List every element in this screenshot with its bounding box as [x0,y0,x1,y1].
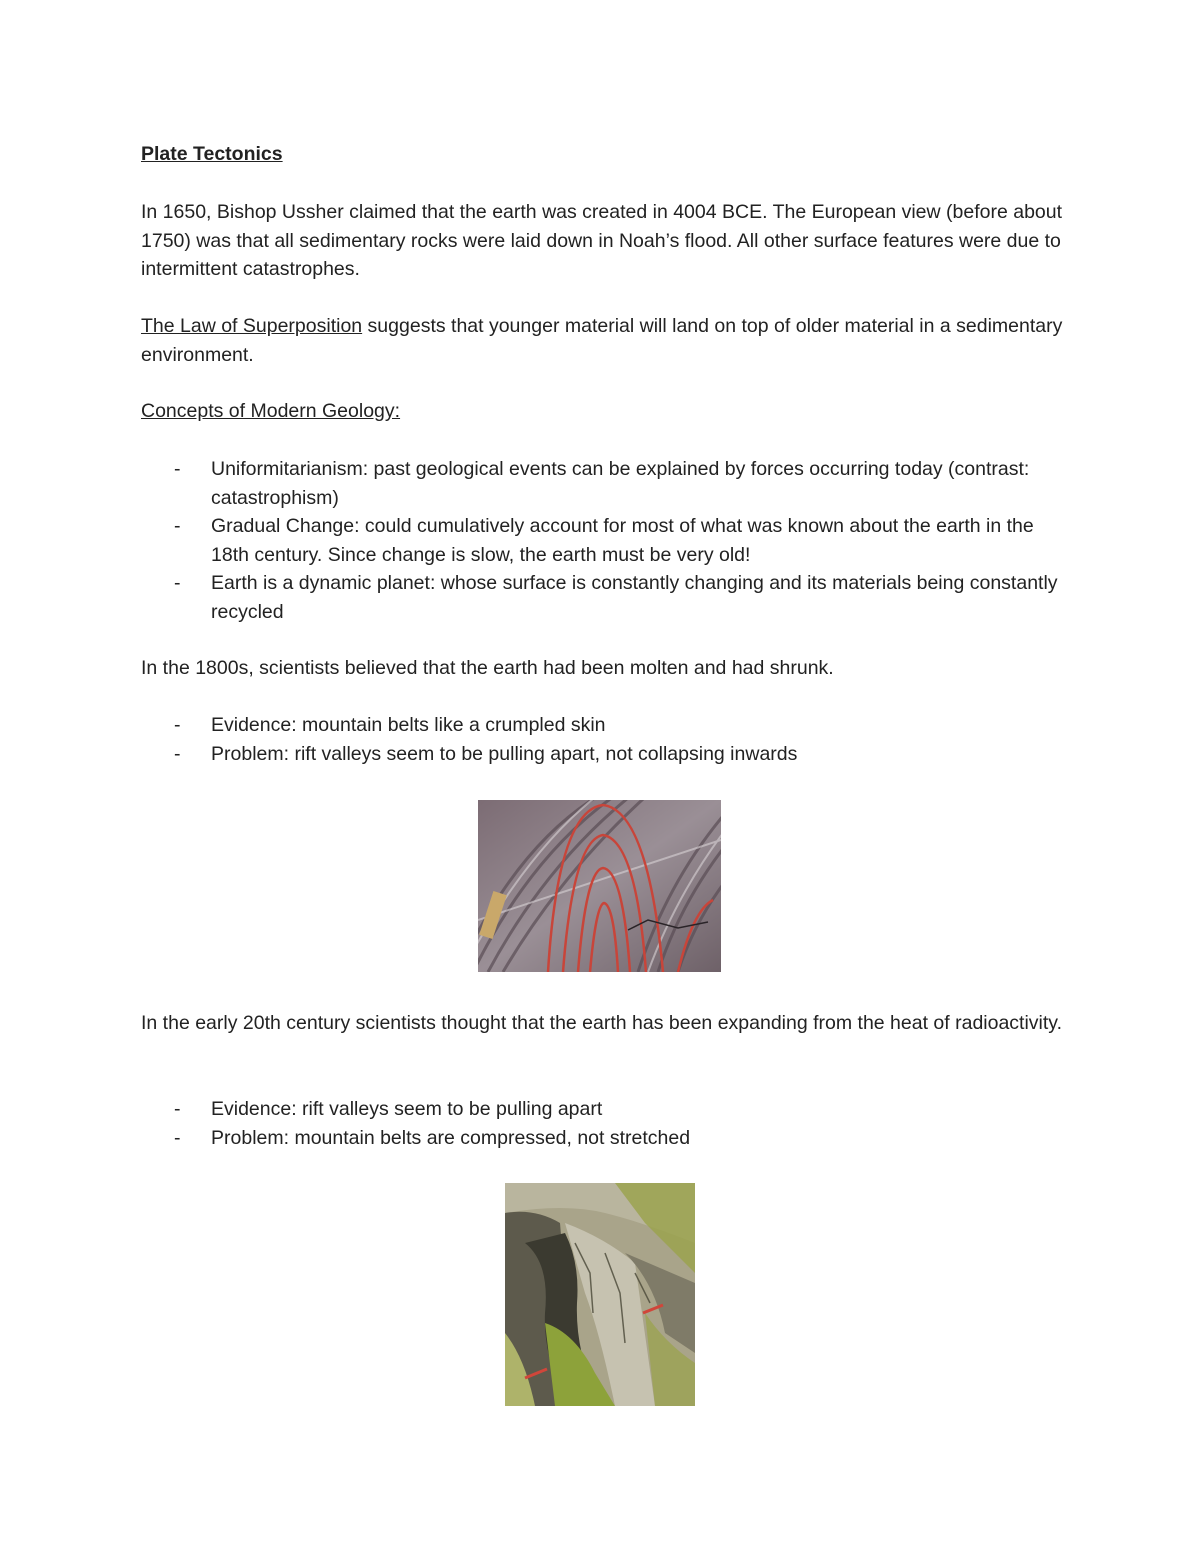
bullet-dash: - [174,742,181,765]
eighteen-hundreds-paragraph: In the 1800s, scientists believed that the earth had been molten and had shrunk. [141,657,834,679]
rift-valley-image [505,1183,695,1406]
twentieth-century-paragraph: In the early 20th century scientists thought that the earth has been expanding from the heat of radioactivity. [141,1012,1063,1034]
bullet-dash: - [174,1098,181,1120]
expanding-evidence: Evidence: rift valleys seem to be pulling apart [211,1098,603,1120]
list-item [141,1124,1071,1153]
rift-valley-photo [505,1183,695,1406]
folded-rock-photo [478,800,721,972]
concepts-list [141,455,1071,626]
superposition-paragraph [141,312,1071,369]
list-item [141,1095,1071,1124]
bullet-dash: - [174,515,181,537]
list-item [141,512,1071,569]
list-item [141,740,1071,769]
bullet-dash: - [174,1126,181,1149]
concept-uniformitarianism: Uniformitarianism: past geological events can be explained by forces occurring today (contrast: catastrophism) [211,458,1030,509]
concept-gradual-change: Gradual Change: could cumulatively account for most of what was known about the earth in the 18th century. Since change is slow, the earth must be very old! [211,515,1034,566]
folded-rock-image [478,800,721,972]
shrinking-evidence: Evidence: mountain belts like a crumpled skin [211,714,606,736]
shrinking-problem: Problem: rift valleys seem to be pulling apart, not collapsing inwards [211,742,798,765]
list-item [141,711,1071,740]
bullet-dash: - [174,714,181,736]
concepts-heading: Concepts of Modern Geology: [141,400,401,422]
shrinking-earth-list [141,711,1071,768]
concept-dynamic-planet: Earth is a dynamic planet: whose surface is constantly changing and its materials being constantly recycled [211,572,1058,623]
expanding-problem: Problem: mountain belts are compressed, not stretched [211,1126,691,1149]
intro-paragraph: In 1650, Bishop Ussher claimed that the earth was created in 4004 BCE. The European view (before about 1750) was that all sedimentary rocks were laid down in Noah’s flood. All other surface features were due to intermittent catastrophes. [141,201,1063,280]
bullet-dash: - [174,572,181,594]
superposition-term: The Law of Superposition [141,315,363,337]
expanding-earth-list [141,1095,1071,1152]
list-item [141,455,1071,512]
superposition-text: suggests that younger material will land on top of older material in a sedimentary environment. [141,315,1063,366]
page-title: Plate Tectonics [141,143,283,165]
bullet-dash: - [174,458,181,480]
list-item [141,569,1071,626]
